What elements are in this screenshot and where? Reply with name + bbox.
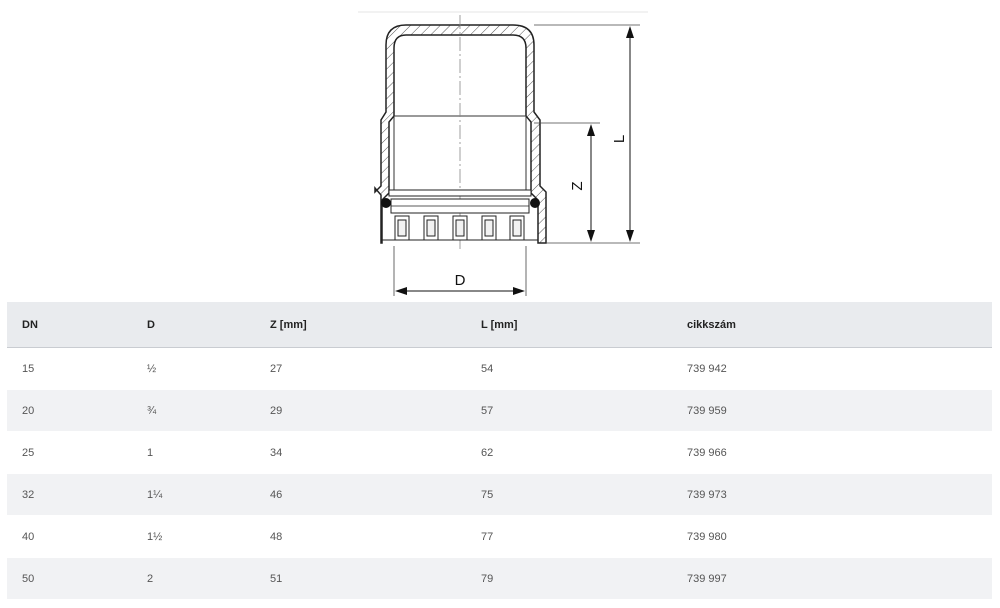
cell-article-number: 739 966 xyxy=(672,432,992,474)
technical-drawing xyxy=(0,0,1000,302)
support-ring xyxy=(389,190,531,196)
cell-l: 57 xyxy=(466,390,672,432)
cell-d: 1½ xyxy=(132,516,255,558)
cell-l: 79 xyxy=(466,558,672,600)
header-dn: DN xyxy=(7,302,132,348)
header-article-number: cikkszám xyxy=(672,302,992,348)
o-ring-left xyxy=(381,198,391,208)
table-row xyxy=(7,558,992,600)
cell-d: 2 xyxy=(132,558,255,600)
grip-teeth xyxy=(395,216,524,240)
cell-z: 29 xyxy=(255,390,466,432)
o-ring-right xyxy=(530,198,540,208)
header-z: Z [mm] xyxy=(255,302,466,348)
cell-l: 77 xyxy=(466,516,672,558)
cell-z: 51 xyxy=(255,558,466,600)
dimension-z xyxy=(587,124,595,242)
dimension-label-l: L xyxy=(611,134,628,144)
header-d: D xyxy=(132,302,255,348)
cell-dn: 25 xyxy=(7,432,132,474)
cell-dn: 15 xyxy=(7,348,132,390)
cell-z: 27 xyxy=(255,348,466,390)
dimension-label-z: Z xyxy=(569,181,586,191)
cell-article-number: 739 959 xyxy=(672,390,992,432)
cell-article-number: 739 980 xyxy=(672,516,992,558)
cell-dn: 20 xyxy=(7,390,132,432)
cell-z: 34 xyxy=(255,432,466,474)
cell-article-number: 739 942 xyxy=(672,348,992,390)
table-row xyxy=(7,474,992,516)
cell-d: 1 xyxy=(132,432,255,474)
dimension-label-d: D xyxy=(454,272,466,289)
cell-l: 75 xyxy=(466,474,672,516)
table-header-row xyxy=(7,302,992,348)
cell-z: 46 xyxy=(255,474,466,516)
cell-l: 54 xyxy=(466,348,672,390)
cell-l: 62 xyxy=(466,432,672,474)
cell-d: ¾ xyxy=(132,390,255,432)
cell-d: 1¼ xyxy=(132,474,255,516)
table-row xyxy=(7,432,992,474)
table-row xyxy=(7,390,992,432)
table-row xyxy=(7,516,992,558)
table-row xyxy=(7,348,992,390)
cell-article-number: 739 973 xyxy=(672,474,992,516)
cell-dn: 40 xyxy=(7,516,132,558)
header-l: L [mm] xyxy=(466,302,672,348)
dimension-l xyxy=(626,26,634,242)
cell-d: ½ xyxy=(132,348,255,390)
cell-dn: 50 xyxy=(7,558,132,600)
end-cap-cross-section xyxy=(0,0,1000,302)
cell-dn: 32 xyxy=(7,474,132,516)
dimensions-table xyxy=(7,302,992,600)
cell-article-number: 739 997 xyxy=(672,558,992,600)
cell-z: 48 xyxy=(255,516,466,558)
